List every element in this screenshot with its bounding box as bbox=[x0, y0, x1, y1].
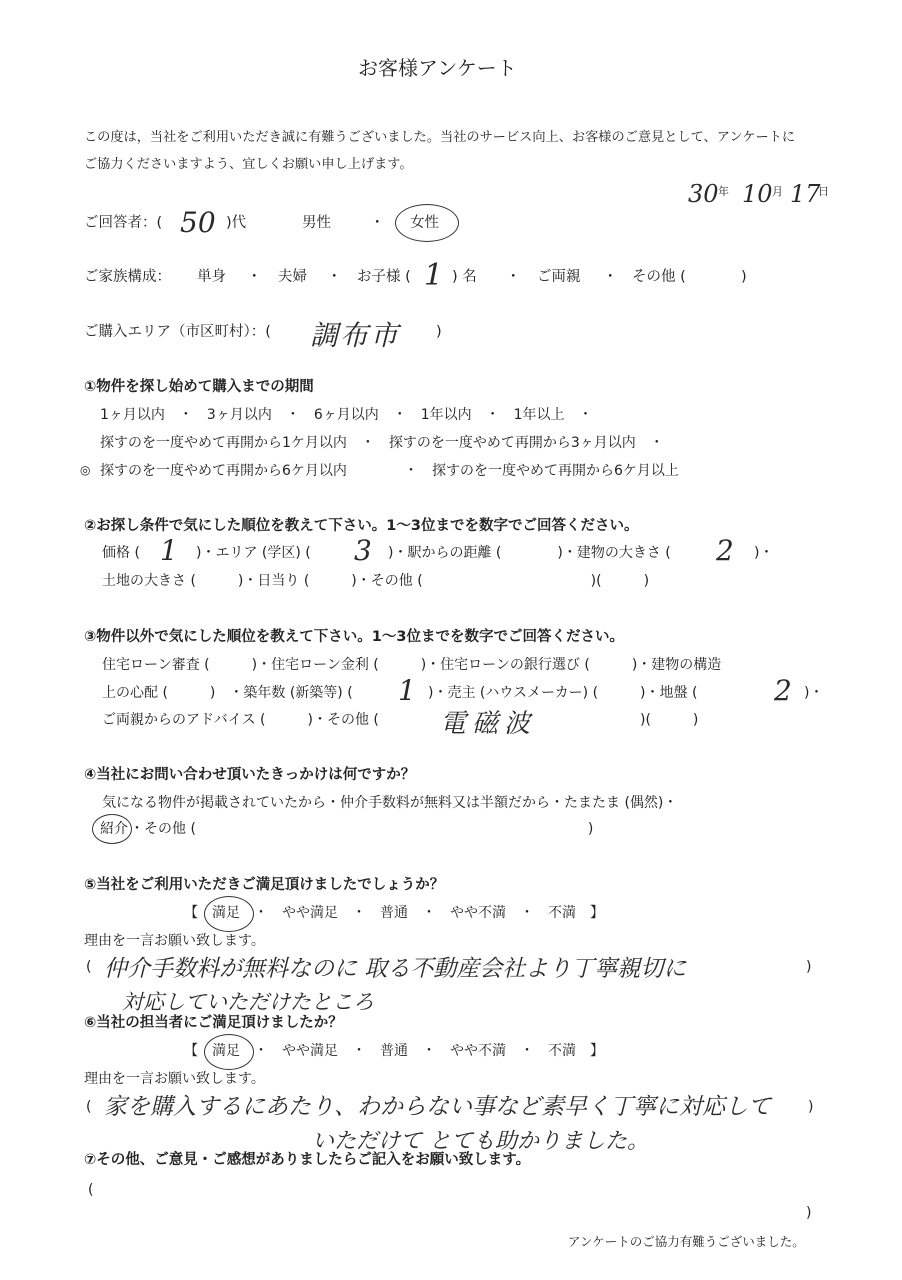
q2-station-building-label: )・駅からの距離 ( )・建物の大きさ ( bbox=[388, 545, 671, 561]
page-title: お客様アンケート bbox=[358, 56, 517, 80]
q5-reason-label: 理由を一言お願い致します。 bbox=[84, 933, 265, 949]
q6-reason-line-1: 家を購入するにあたり、わからない事など素早く丁寧に対応して bbox=[104, 1094, 771, 1120]
option-couple: 夫婦 bbox=[278, 269, 307, 285]
q3-building-age-rank: 1 bbox=[398, 674, 416, 707]
date-month-unit: 月 bbox=[772, 185, 783, 198]
q2-building-rank: 2 bbox=[716, 534, 734, 567]
q4-options-row2: ・その他 ( ) bbox=[130, 821, 594, 837]
separator-dot: ・ bbox=[506, 269, 521, 285]
date-year: 30 bbox=[688, 180, 719, 208]
q5-reason-close: ) bbox=[806, 959, 812, 975]
children-suffix: ) 名 bbox=[452, 269, 477, 285]
intro-line-2: ご協力くださいますよう、宜しくお願い申し上げます。 bbox=[84, 157, 413, 172]
separator-dot: ・ bbox=[327, 269, 342, 285]
q3-other-value: 電磁波 bbox=[440, 709, 537, 739]
area-value: 調布市 bbox=[310, 319, 401, 352]
family-label: ご家族構成： bbox=[84, 269, 171, 285]
q6-reason-open: ( bbox=[86, 1099, 92, 1115]
q5-reason-line-1: 仲介手数料が無料なのに 取る不動産会社より丁寧親切に bbox=[104, 956, 687, 982]
q1-selected-option: 探すのを一度やめて再開から6ケ月以内 bbox=[100, 463, 347, 479]
q6-reason-close: ) bbox=[808, 1099, 814, 1115]
q3-row3-label: ご両親からのアドバイス ( )・その他 ( bbox=[102, 712, 379, 728]
q6-options: 【 満足 ・ やや満足 ・ 普通 ・ やや不満 ・ 不満 】 bbox=[184, 1043, 604, 1059]
option-other-close: ) bbox=[741, 269, 747, 285]
q2-area-rank: 3 bbox=[354, 534, 372, 567]
intro-line-1: この度は，当社をご利用いただき誠に有難うございました。当社のサービス向上、お客様のご意見として、アンケートに bbox=[84, 130, 796, 145]
q3-row3-close: )( ) bbox=[640, 712, 699, 728]
q5-options: 【 満足 ・ やや満足 ・ 普通 ・ やや不満 ・ 不満 】 bbox=[184, 905, 604, 921]
q2-options-row2: 土地の大きさ ( )・日当り ( )・その他 ( )( ) bbox=[102, 573, 650, 589]
q5-heading: ⑤当社をご利用いただきご満足頂けましたでしょうか？ bbox=[84, 877, 445, 893]
date-day-unit: 日 bbox=[818, 185, 829, 198]
q1-heading: ①物件を探し始めて購入までの期間 bbox=[84, 379, 314, 395]
q2-price-rank: 1 bbox=[160, 534, 178, 567]
q4-selected-option: 紹介 bbox=[100, 821, 128, 837]
option-parents: ご両親 bbox=[537, 269, 581, 285]
respondent-age: 50 bbox=[180, 206, 216, 239]
area-close: ) bbox=[436, 324, 442, 340]
q7-open: ( bbox=[88, 1182, 94, 1198]
q1-options-row3: ・ 探すのを一度やめて再開から6ケ月以上 bbox=[404, 463, 679, 479]
q3-options-row1: 住宅ローン審査 ( )・住宅ローン金利 ( )・住宅ローンの銀行選び ( )・建物の構造 bbox=[102, 657, 722, 673]
option-female: 女性 bbox=[410, 215, 439, 231]
option-other: その他 ( bbox=[632, 269, 686, 285]
area-label: ご購入エリア（市区町村）：( bbox=[84, 324, 271, 340]
q6-heading: ⑥当社の担当者にご満足頂けましたか？ bbox=[84, 1015, 343, 1031]
q1-options-row1: 1ヶ月以内 ・ 3ヶ月以内 ・ 6ヶ月以内 ・ 1年以内 ・ 1年以上 ・ bbox=[100, 407, 593, 423]
q3-heading: ③物件以外で気にした順位を教えて下さい。1～3位までを数字でご回答ください。 bbox=[84, 629, 624, 645]
q6-reason-line-2: いただけて とても助かりました。 bbox=[312, 1129, 649, 1154]
q2-building-close: )・ bbox=[754, 545, 774, 561]
q5-reason-open: ( bbox=[86, 959, 92, 975]
q1-options-row2: 探すのを一度やめて再開から1ケ月以内 ・ 探すのを一度やめて再開から3ヶ月以内 ・ bbox=[100, 435, 664, 451]
separator-dot: ・ bbox=[603, 269, 618, 285]
q2-heading: ②お探し条件で気にした順位を教えて下さい。1～3位までを数字でご回答ください。 bbox=[84, 518, 639, 534]
date-day: 17 bbox=[790, 180, 821, 208]
q2-price-label: 価格 ( bbox=[102, 545, 140, 561]
q5-reason-line-2: 対応していただけたところ bbox=[122, 990, 374, 1014]
q1-selected-mark: ◎ bbox=[80, 463, 91, 477]
separator-dot: ・ bbox=[370, 215, 385, 231]
q2-area-label: )・エリア (学区) ( bbox=[196, 545, 311, 561]
separator-dot: ・ bbox=[247, 269, 262, 285]
q4-heading: ④当社にお問い合わせ頂いたきっかけは何ですか？ bbox=[84, 767, 416, 783]
children-label: お子様 ( bbox=[357, 269, 411, 285]
footer-thanks: アンケートのご協力有難うございました。 bbox=[568, 1234, 805, 1249]
q7-close: ) bbox=[806, 1205, 812, 1221]
q4-options-row1: 気になる物件が掲載されていたから・仲介手数料が無料又は半額だから・たまたま (偶然)・ bbox=[102, 795, 678, 811]
respondent-label: ご回答者：( bbox=[84, 215, 163, 231]
option-male: 男性 bbox=[302, 215, 331, 231]
q3-ground-close: )・ bbox=[804, 685, 824, 701]
respondent-age-suffix: )代 bbox=[226, 215, 247, 231]
date-year-unit: 年 bbox=[718, 185, 729, 198]
date-month: 10 bbox=[742, 180, 773, 208]
children-count: 1 bbox=[424, 258, 444, 293]
q7-heading: ⑦その他、ご意見・ご感想がありましたらご記入をお願い致します。 bbox=[84, 1152, 531, 1168]
q3-ground-rank: 2 bbox=[774, 674, 792, 707]
q3-row2-label: 上の心配 ( ) ・築年数 (新築等) ( bbox=[102, 685, 353, 701]
q6-reason-label: 理由を一言お願い致します。 bbox=[84, 1071, 265, 1087]
q3-row2-seller-ground-label: )・売主 (ハウスメーカー) ( )・地盤 ( bbox=[428, 685, 698, 701]
option-single: 単身 bbox=[197, 269, 226, 285]
